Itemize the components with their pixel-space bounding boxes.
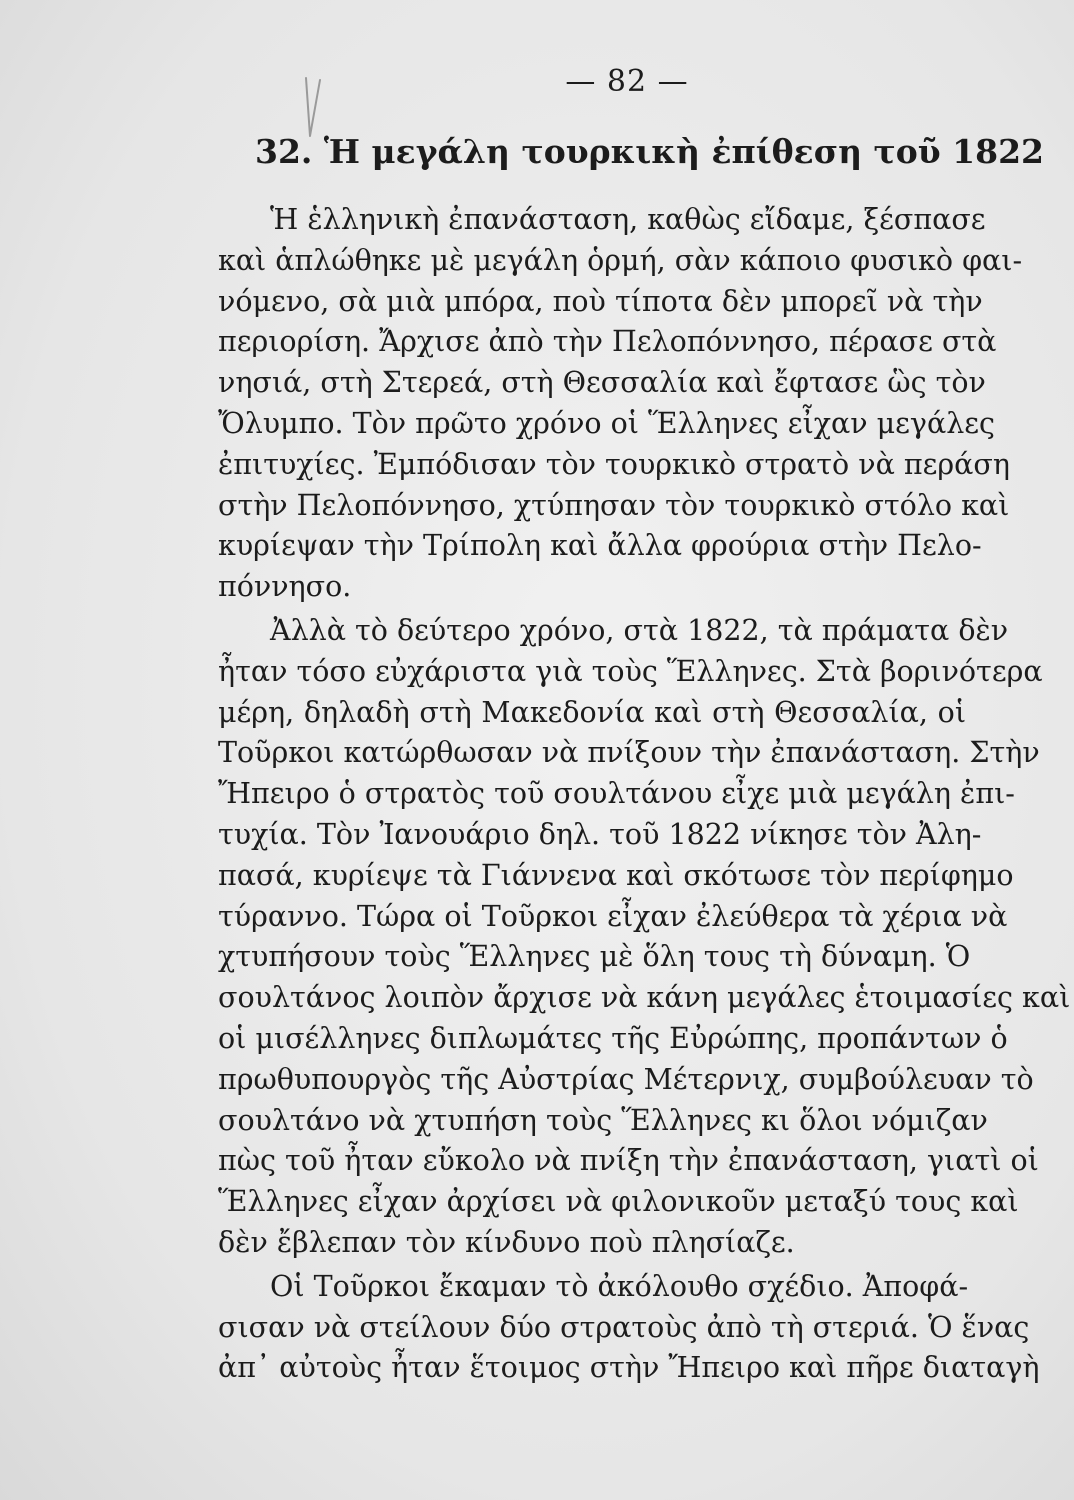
text-line: ἐπιτυχίες. Ἐμπόδισαν τὸν τουρκικὸ στρατὸ νὰ περάση [218, 447, 1010, 481]
text-line: τυχία. Τὸν Ἰανουάριο δηλ. τοῦ 1822 νίκησε τὸν Ἀλη- [218, 817, 982, 851]
text-line: Οἱ Τοῦρκοι ἔκαμαν τὸ ἀκόλουθο σχέδιο. Ἀποφά- [270, 1269, 969, 1303]
text-line: κυρίεψαν τὴν Τρίπολη καὶ ἄλλα φρούρια στὴν Πελο- [218, 529, 982, 563]
text-line: νόμενο, σὰ μιὰ μπόρα, ποὺ τίποτα δὲν μπορεῖ νὰ τὴν [218, 284, 983, 318]
paragraph-3 [218, 1267, 1040, 1389]
text-line: πόννησο. [218, 570, 352, 604]
text-line: Ἤπειρο ὁ στρατὸς τοῦ σουλτάνου εἶχε μιὰ μεγάλη ἐπι- [218, 777, 1015, 811]
text-line: Ἡ ἑλληνικὴ ἐπανάσταση, καθὼς εἴδαμε, ξέσπασε [270, 203, 986, 236]
text-line: μέρη, δηλαδὴ στὴ Μακεδονία καὶ στὴ Θεσσαλία, οἱ [218, 695, 966, 729]
paragraph-2 [218, 611, 1071, 1264]
text-line: Ἀλλὰ τὸ δεύτερο χρόνο, στὰ 1822, τὰ πράματα δὲν [270, 613, 1009, 647]
text-line: καὶ ἁπλώθηκε μὲ μεγάλη ὁρμή, σὰν κάποιο φυσικὸ φαι- [218, 243, 1023, 277]
text-line: Ἕλληνες εἶχαν ἀρχίσει νὰ φιλονικοῦν μεταξύ τους καὶ [218, 1185, 1019, 1219]
text-line: οἱ μισέλληνες διπλωμάτες τῆς Εὐρώπης, προπάντων ὁ [218, 1021, 1008, 1055]
text-line: Ὄλυμπο. Τὸν πρῶτο χρόνο οἱ Ἕλληνες εἶχαν μεγάλες [218, 406, 996, 440]
text-line: ἦταν τόσο εὐχάριστα γιὰ τοὺς Ἕλληνες. Στὰ βορινότερα [218, 654, 1043, 688]
text-line: περιορίση. Ἄρχισε ἀπὸ τὴν Πελοπόννησο, πέρασε στὰ [218, 325, 997, 359]
text-line: δὲν ἔβλεπαν τὸν κίνδυνο ποὺ πλησίαζε. [218, 1225, 795, 1259]
text-line: πρωθυπουργὸς τῆς Αὐστρίας Μέτερνιχ, συμβούλευαν τὸ [218, 1062, 1034, 1096]
text-line: πασά, κυρίεψε τὰ Γιάννενα καὶ σκότωσε τὸν περίφημο [218, 858, 1014, 892]
body-text [218, 200, 1071, 1389]
text-line: χτυπήσουν τοὺς Ἕλληνες μὲ ὅλη τους τὴ δύναμη. Ὁ [218, 940, 971, 974]
text-line: Τοῦρκοι κατώρθωσαν νὰ πνίξουν τὴν ἐπανάσταση. Στὴν [218, 736, 1040, 770]
page-number: — 82 — [565, 64, 689, 99]
text-line: σουλτάνος λοιπὸν ἄρχισε νὰ κάνη μεγάλες ἑτοιμασίες καὶ [218, 981, 1071, 1015]
text-line: νησιά, στὴ Στερεά, στὴ Θεσσαλία καὶ ἔφτασε ὣς τὸν [218, 366, 986, 400]
text-line: ἀπ᾿ αὐτοὺς ἦταν ἕτοιμος στὴν Ἤπειρο καὶ πῆρε διαταγὴ [218, 1351, 1040, 1385]
paragraph-1 [218, 200, 1023, 608]
text-line: τύραννο. Τώρα οἱ Τοῦρκοι εἶχαν ἐλεύθερα τὰ χέρια νὰ [218, 899, 1008, 933]
text-line: σισαν νὰ στείλουν δύο στρατοὺς ἀπὸ τὴ στεριά. Ὁ ἕνας [218, 1310, 1030, 1344]
chapter-heading: 32. Ἡ μεγάλη τουρκικὴ ἐπίθεση τοῦ 1822 [255, 132, 1045, 171]
text-line: στὴν Πελοπόννησο, χτύπησαν τὸν τουρκικὸ στόλο καὶ [218, 488, 1010, 522]
text-line: σουλτάνο νὰ χτυπήση τοὺς Ἕλληνες κι ὅλοι νόμιζαν [218, 1103, 988, 1137]
text-line: πὼς τοῦ ἦταν εὔκολο νὰ πνίξη τὴν ἐπανάσταση, γιατὶ οἱ [218, 1144, 1039, 1178]
